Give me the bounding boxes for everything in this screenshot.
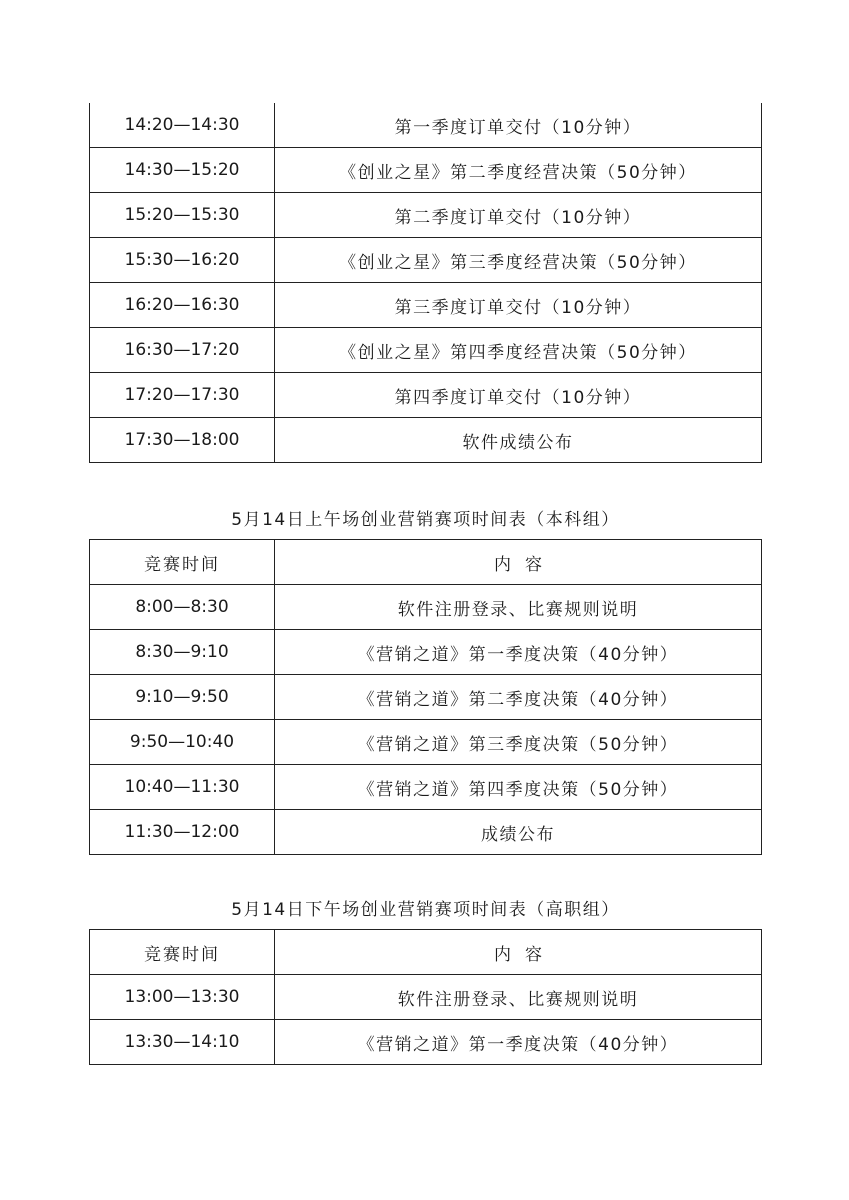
time-cell: 16:30—17:20 (90, 328, 275, 373)
time-cell: 8:00—8:30 (90, 585, 275, 630)
table-caption-morning: 5月14日上午场创业营销赛项时间表（本科组） (231, 510, 620, 530)
schedule-table-morning (89, 539, 762, 855)
time-cell: 11:30—12:00 (90, 810, 275, 855)
time-cell: 8:30—9:10 (90, 630, 275, 675)
table-caption-afternoon: 5月14日下午场创业营销赛项时间表（高职组） (231, 900, 620, 920)
table-row (90, 1020, 762, 1065)
content-cell: 第四季度订单交付（10分钟） (275, 373, 762, 418)
header-time-cell: 竞赛时间 (90, 540, 275, 585)
content-cell: 第三季度订单交付（10分钟） (275, 283, 762, 328)
schedule-table-afternoon (89, 929, 762, 1065)
table-row (90, 283, 762, 328)
time-cell: 15:20—15:30 (90, 193, 275, 238)
table-header-row (90, 930, 762, 975)
table-row (90, 585, 762, 630)
time-cell: 17:20—17:30 (90, 373, 275, 418)
content-cell: 《营销之道》第一季度决策（40分钟） (275, 630, 762, 675)
content-cell: 《创业之星》第三季度经营决策（50分钟） (275, 238, 762, 283)
content-cell: 《创业之星》第二季度经营决策（50分钟） (275, 148, 762, 193)
time-cell: 13:00—13:30 (90, 975, 275, 1020)
table-row (90, 675, 762, 720)
time-cell: 16:20—16:30 (90, 283, 275, 328)
header-time-cell: 竞赛时间 (90, 930, 275, 975)
content-cell: 《营销之道》第三季度决策（50分钟） (275, 720, 762, 765)
header-content-cell: 内容 (275, 540, 762, 585)
time-cell: 13:30—14:10 (90, 1020, 275, 1065)
table-row (90, 103, 762, 148)
content-cell: 软件成绩公布 (275, 418, 762, 463)
table-row (90, 810, 762, 855)
table-row (90, 238, 762, 283)
content-cell: 《营销之道》第四季度决策（50分钟） (275, 765, 762, 810)
content-cell: 第一季度订单交付（10分钟） (275, 103, 762, 148)
content-cell: 成绩公布 (275, 810, 762, 855)
time-cell: 9:10—9:50 (90, 675, 275, 720)
table-row (90, 720, 762, 765)
schedule-table-continued (89, 103, 762, 463)
content-cell: 软件注册登录、比赛规则说明 (275, 975, 762, 1020)
time-cell: 17:30—18:00 (90, 418, 275, 463)
table-row (90, 373, 762, 418)
content-cell: 《创业之星》第四季度经营决策（50分钟） (275, 328, 762, 373)
header-content-cell: 内容 (275, 930, 762, 975)
time-cell: 15:30—16:20 (90, 238, 275, 283)
content-cell: 《营销之道》第二季度决策（40分钟） (275, 675, 762, 720)
table-row (90, 975, 762, 1020)
content-cell: 《营销之道》第一季度决策（40分钟） (275, 1020, 762, 1065)
content-cell: 第二季度订单交付（10分钟） (275, 193, 762, 238)
table-row (90, 630, 762, 675)
time-cell: 10:40—11:30 (90, 765, 275, 810)
time-cell: 14:20—14:30 (90, 103, 275, 148)
table-row (90, 418, 762, 463)
table-row (90, 765, 762, 810)
content-cell: 软件注册登录、比赛规则说明 (275, 585, 762, 630)
table-row (90, 193, 762, 238)
table-row (90, 148, 762, 193)
time-cell: 14:30—15:20 (90, 148, 275, 193)
table-header-row (90, 540, 762, 585)
table-row (90, 328, 762, 373)
time-cell: 9:50—10:40 (90, 720, 275, 765)
